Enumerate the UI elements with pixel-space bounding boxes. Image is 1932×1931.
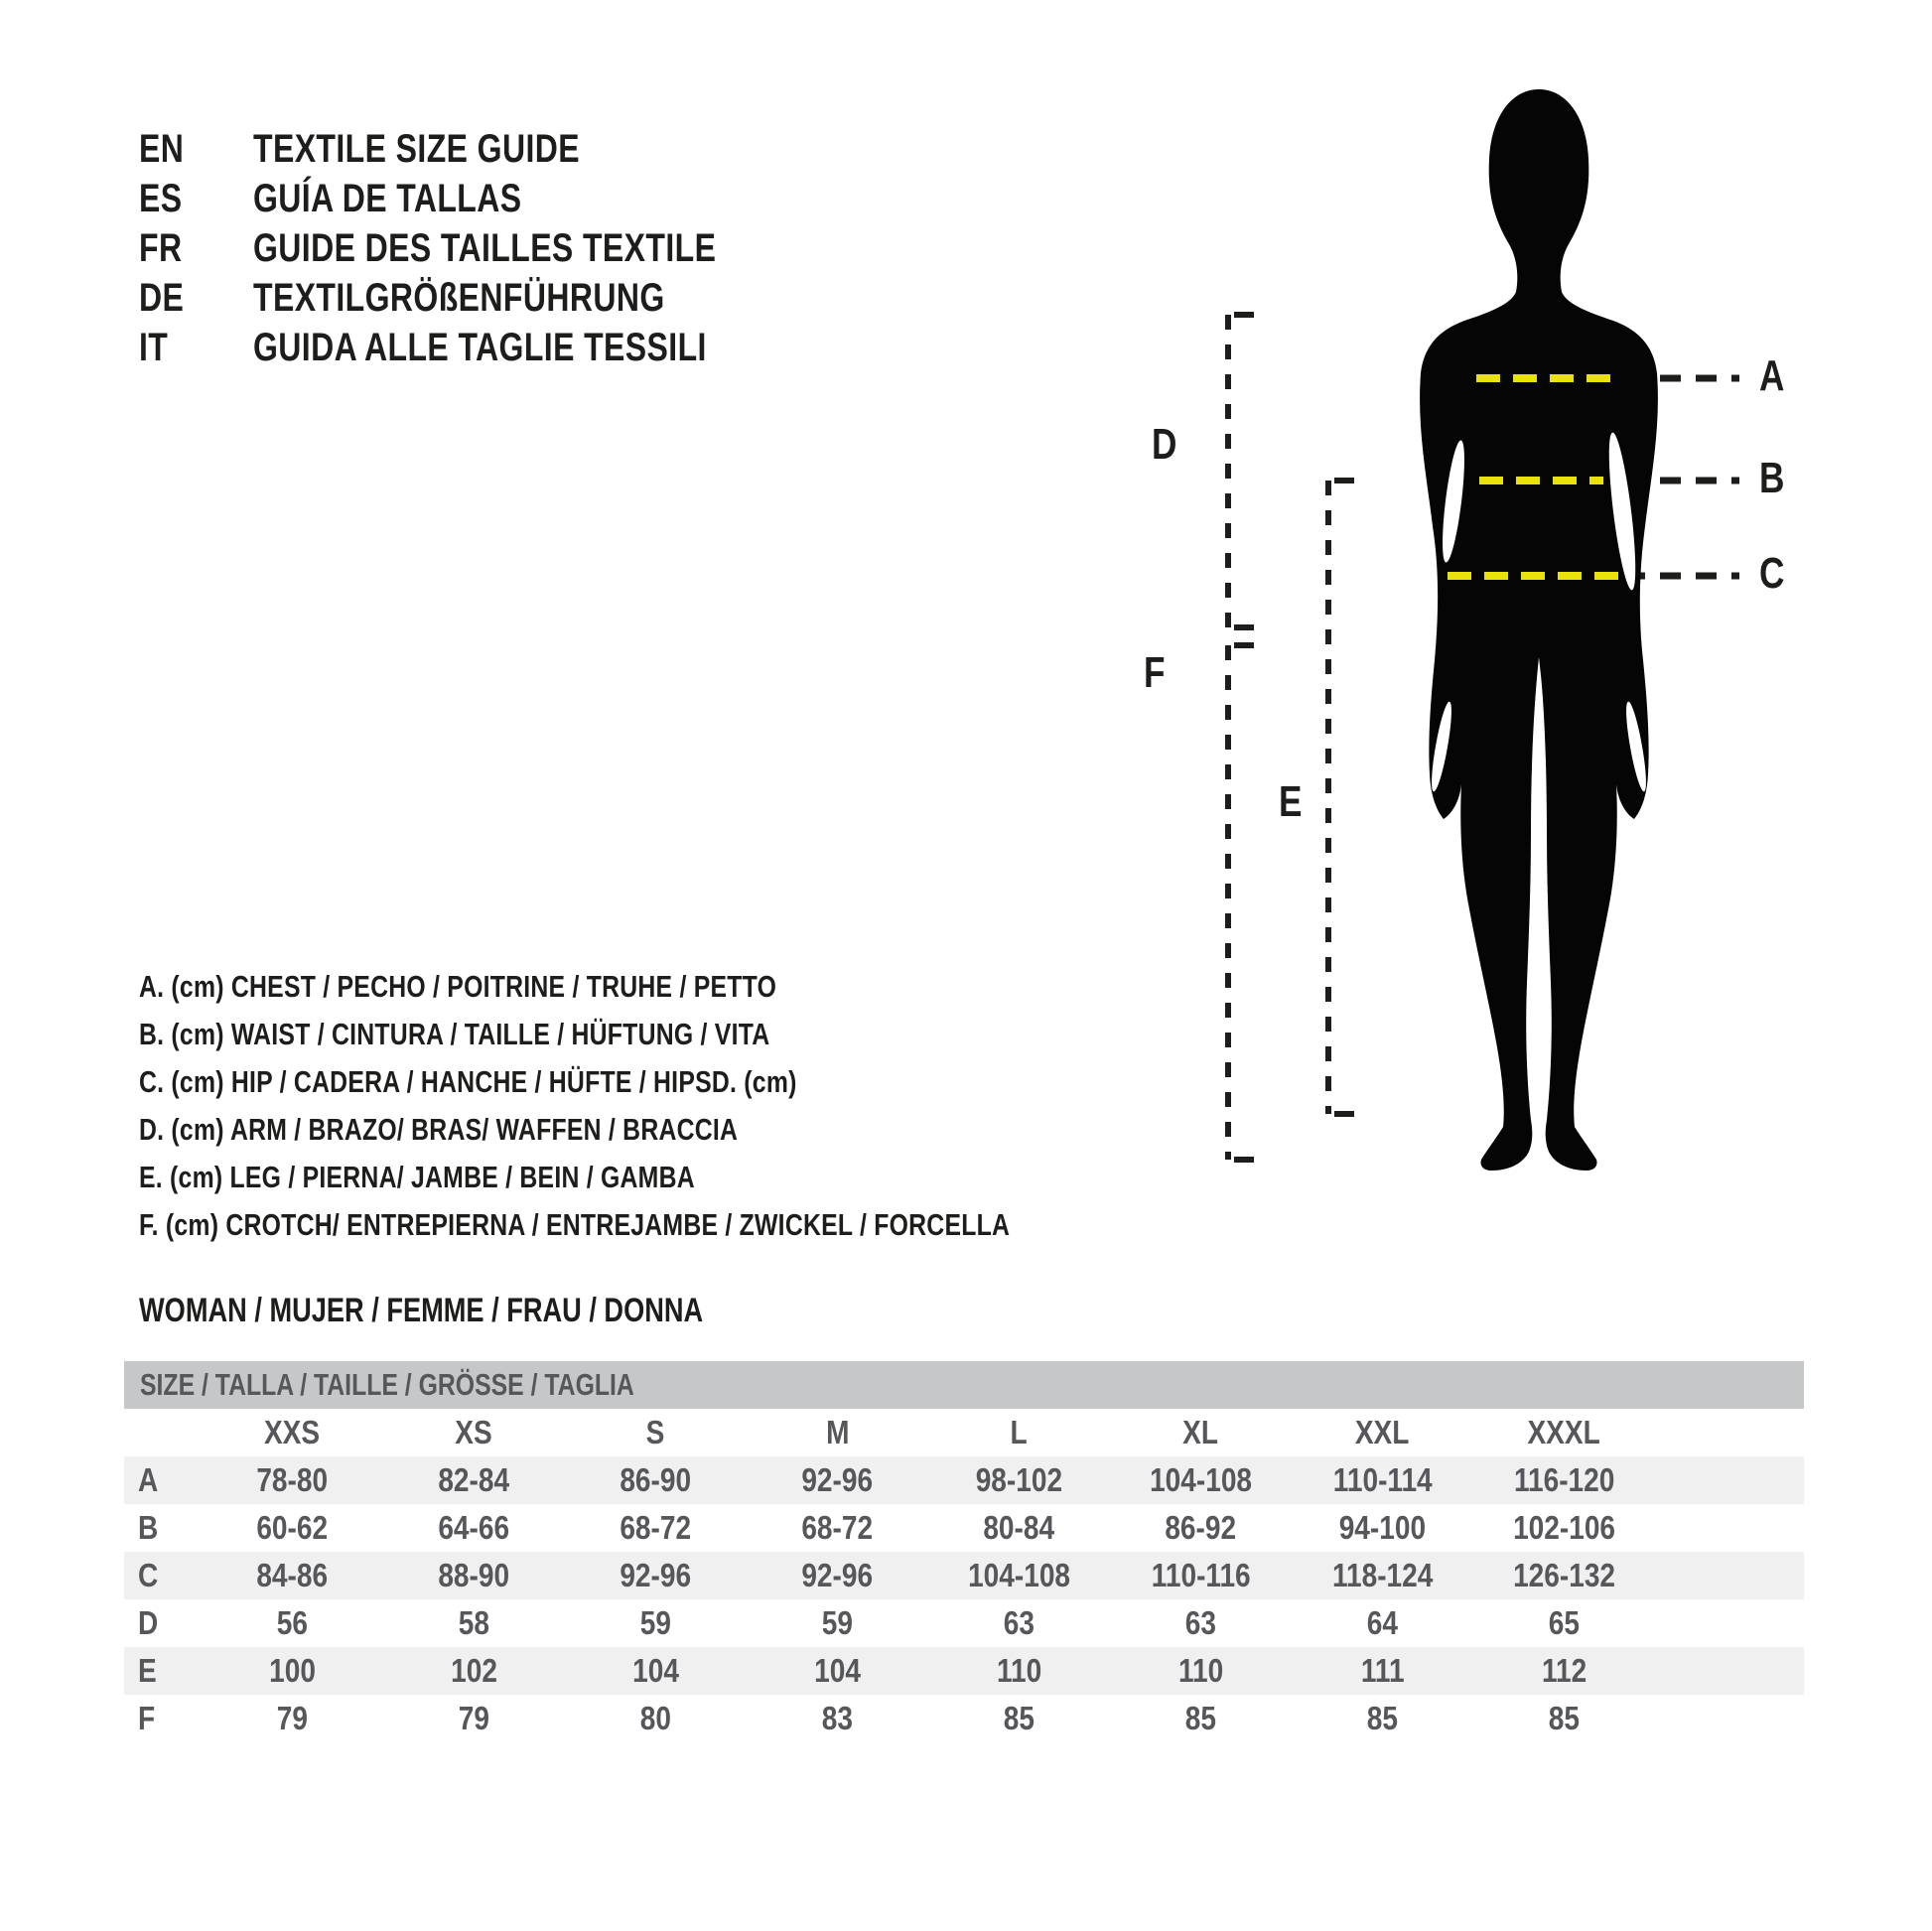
dimension-ticks-leg	[1334, 481, 1354, 1114]
table-cell	[1292, 1461, 1473, 1499]
table-cell	[1292, 1604, 1473, 1642]
table-cell	[202, 1604, 383, 1642]
table-cell-text: 98-102	[975, 1461, 1063, 1498]
table-cell	[1292, 1557, 1473, 1594]
table-row	[124, 1695, 1804, 1742]
table-cell-text: 104	[632, 1652, 679, 1689]
table-cell-text: 102	[451, 1652, 497, 1689]
table-cell-text: 83	[821, 1700, 854, 1736]
language-code-text: ES	[139, 176, 183, 220]
measurement-item-text: E. (cm) LEG / PIERNA/ JAMBE / BEIN / GAMBA	[139, 1160, 695, 1194]
table-cell	[202, 1700, 383, 1737]
table-cell-text: 85	[1366, 1700, 1399, 1736]
table-cell	[383, 1461, 565, 1499]
table-cell	[1110, 1652, 1292, 1690]
table-cell-text: 68-72	[620, 1509, 692, 1546]
table-cell	[383, 1414, 565, 1451]
table-cell	[1292, 1700, 1473, 1737]
table-cell-text: 104-108	[968, 1557, 1070, 1593]
table-cell	[928, 1557, 1110, 1594]
table-cell-text: L	[1010, 1414, 1029, 1450]
language-title-text: TEXTILGRÖßENFÜHRUNG	[253, 275, 665, 320]
table-cell	[1473, 1461, 1655, 1499]
table-cell	[747, 1652, 928, 1690]
table-cell	[1292, 1652, 1473, 1690]
table-cell-text: 78-80	[256, 1461, 329, 1498]
table-cell	[747, 1461, 928, 1499]
row-label-text: A	[138, 1461, 159, 1498]
table-cell	[1110, 1604, 1292, 1642]
table-cell-text: 65	[1548, 1604, 1581, 1641]
row-label-cell	[124, 1509, 202, 1547]
measurement-item-text: F. (cm) CROTCH/ ENTREPIERNA / ENTREJAMBE / ZWICKEL / FORCELLA	[139, 1207, 1011, 1242]
table-cell	[383, 1557, 565, 1594]
table-cell-text: XL	[1182, 1414, 1219, 1450]
table-cell-text: 59	[639, 1604, 672, 1641]
table-cell-text: 86-92	[1165, 1509, 1237, 1546]
table-cell	[1473, 1604, 1655, 1642]
table-cell	[1473, 1700, 1655, 1737]
table-cell	[1292, 1414, 1473, 1451]
table-cell-text: 118-124	[1331, 1557, 1434, 1593]
table-cell-text: 63	[1184, 1604, 1217, 1641]
table-cell-text: 68-72	[801, 1509, 874, 1546]
table-cell-text: 88-90	[438, 1557, 510, 1593]
table-cell	[565, 1461, 747, 1499]
table-cell	[565, 1557, 747, 1594]
table-cell-text: XXL	[1355, 1414, 1410, 1450]
table-cell-text: 63	[1003, 1604, 1035, 1641]
table-cell-text: 79	[458, 1700, 490, 1736]
row-label-text: B	[138, 1509, 159, 1546]
table-cell-text: 64	[1366, 1604, 1399, 1641]
label-leg-e: E	[1279, 777, 1303, 827]
size-header-row	[124, 1409, 1804, 1456]
label-crotch-f: F	[1144, 648, 1166, 698]
row-label-text: D	[138, 1604, 159, 1641]
label-arm-d: D	[1152, 420, 1177, 470]
table-cell	[383, 1700, 565, 1737]
table-cell-text: 85	[1003, 1700, 1035, 1736]
table-cell	[383, 1652, 565, 1690]
label-chest-a: A	[1759, 351, 1785, 401]
table-cell	[202, 1509, 383, 1547]
language-title-text: GUIDA ALLE TAGLIE TESSILI	[253, 325, 707, 369]
table-cell-text: XXXL	[1527, 1414, 1601, 1450]
table-cell-text: 110-114	[1332, 1461, 1433, 1498]
table-cell	[1110, 1700, 1292, 1737]
table-cell-text: XS	[455, 1414, 493, 1450]
language-code-text: IT	[139, 325, 169, 369]
table-cell-text: XXS	[264, 1414, 321, 1450]
row-label-text: C	[138, 1557, 159, 1593]
table-cell	[1473, 1652, 1655, 1690]
table-cell-text: 112	[1541, 1652, 1587, 1689]
table-cell-text: 60-62	[256, 1509, 329, 1546]
table-cell-text: 85	[1184, 1700, 1217, 1736]
table-cell-text: 85	[1548, 1700, 1581, 1736]
table-row	[124, 1456, 1804, 1504]
language-code-text: FR	[139, 225, 183, 270]
table-cell-text: 56	[276, 1604, 309, 1641]
table-cell	[747, 1414, 928, 1451]
table-cell	[1473, 1414, 1655, 1451]
measurement-item-text: D. (cm) ARM / BRAZO/ BRAS/ WAFFEN / BRACCIA	[139, 1112, 739, 1147]
language-code-text: DE	[139, 275, 185, 320]
row-label-text: E	[138, 1652, 157, 1689]
label-hip-c: C	[1759, 549, 1785, 599]
table-cell-text: S	[646, 1414, 665, 1450]
table-cell-text: 82-84	[438, 1461, 510, 1498]
table-cell-text: M	[825, 1414, 850, 1450]
table-cell-text: 58	[458, 1604, 490, 1641]
table-cell-text: 126-132	[1513, 1557, 1615, 1593]
measurement-item-text: B. (cm) WAIST / CINTURA / TAILLE / HÜFTUNG / VITA	[139, 1017, 770, 1051]
language-code-text: EN	[139, 126, 185, 171]
table-cell-text: 111	[1360, 1652, 1405, 1689]
table-cell	[383, 1604, 565, 1642]
table-cell	[747, 1509, 928, 1547]
table-cell	[928, 1509, 1110, 1547]
table-cell-text: 84-86	[256, 1557, 329, 1593]
table-cell	[1110, 1557, 1292, 1594]
table-cell	[565, 1509, 747, 1547]
table-cell	[202, 1652, 383, 1690]
table-cell	[202, 1414, 383, 1451]
table-cell	[565, 1700, 747, 1737]
size-table-header-text: SIZE / TALLA / TAILLE / GRÖSSE / TAGLIA	[140, 1367, 634, 1402]
category-title-text: WOMAN / MUJER / FEMME / FRAU / DONNA	[139, 1291, 704, 1329]
table-row	[124, 1504, 1804, 1552]
measurement-item-text: A. (cm) CHEST / PECHO / POITRINE / TRUHE / PETTO	[139, 969, 777, 1004]
table-cell	[1473, 1557, 1655, 1594]
language-title-text: TEXTILE SIZE GUIDE	[253, 126, 581, 171]
table-cell	[747, 1604, 928, 1642]
table-row	[124, 1647, 1804, 1695]
table-cell	[1473, 1509, 1655, 1547]
woman-silhouette	[1420, 89, 1658, 1171]
table-cell-text: 64-66	[438, 1509, 510, 1546]
size-table	[124, 1361, 1804, 1742]
table-cell-text: 92-96	[620, 1557, 692, 1593]
row-label-cell	[124, 1461, 202, 1499]
size-grid	[124, 1409, 1804, 1742]
table-cell-text: 79	[276, 1700, 309, 1736]
table-cell	[202, 1557, 383, 1594]
table-cell-text: 102-106	[1513, 1509, 1615, 1546]
measurement-item-text: C. (cm) HIP / CADERA / HANCHE / HÜFTE / HIPSD. (cm)	[139, 1064, 797, 1099]
size-table-header-bar	[124, 1361, 1804, 1409]
table-cell-text: 100	[269, 1652, 316, 1689]
language-title-text: GUÍA DE TALLAS	[253, 176, 522, 220]
table-cell	[565, 1414, 747, 1451]
table-cell	[1292, 1509, 1473, 1547]
table-cell-text: 110	[1177, 1652, 1224, 1689]
table-cell-text: 86-90	[620, 1461, 692, 1498]
table-cell	[928, 1604, 1110, 1642]
dimension-ticks-left	[1234, 315, 1254, 1160]
table-cell-text: 110	[996, 1652, 1042, 1689]
table-cell	[747, 1700, 928, 1737]
table-cell-text: 92-96	[801, 1461, 874, 1498]
table-cell-text: 94-100	[1338, 1509, 1427, 1546]
table-cell-text: 80	[639, 1700, 672, 1736]
table-cell-text: 59	[821, 1604, 854, 1641]
table-cell	[1110, 1461, 1292, 1499]
row-label-text: F	[138, 1700, 156, 1736]
row-label-cell	[124, 1652, 202, 1690]
table-cell	[928, 1652, 1110, 1690]
table-cell-text: 110-116	[1151, 1557, 1251, 1593]
language-title-text: GUIDE DES TAILLES TEXTILE	[253, 225, 717, 270]
table-row	[124, 1552, 1804, 1599]
table-cell-text: 116-120	[1513, 1461, 1615, 1498]
label-waist-b: B	[1759, 454, 1785, 503]
table-cell	[928, 1700, 1110, 1737]
table-cell	[747, 1557, 928, 1594]
row-label-cell	[124, 1700, 202, 1737]
table-cell	[928, 1414, 1110, 1451]
table-cell	[928, 1461, 1110, 1499]
table-cell-text: 92-96	[801, 1557, 874, 1593]
table-cell	[1110, 1414, 1292, 1451]
table-cell-text: 104-108	[1150, 1461, 1252, 1498]
table-cell-text: 104	[814, 1652, 861, 1689]
table-row	[124, 1599, 1804, 1647]
table-cell	[565, 1604, 747, 1642]
row-label-cell	[124, 1557, 202, 1594]
table-cell	[1110, 1509, 1292, 1547]
table-cell-text: 80-84	[983, 1509, 1055, 1546]
table-cell	[202, 1461, 383, 1499]
table-cell	[565, 1652, 747, 1690]
row-label-cell	[124, 1604, 202, 1642]
table-cell	[383, 1509, 565, 1547]
